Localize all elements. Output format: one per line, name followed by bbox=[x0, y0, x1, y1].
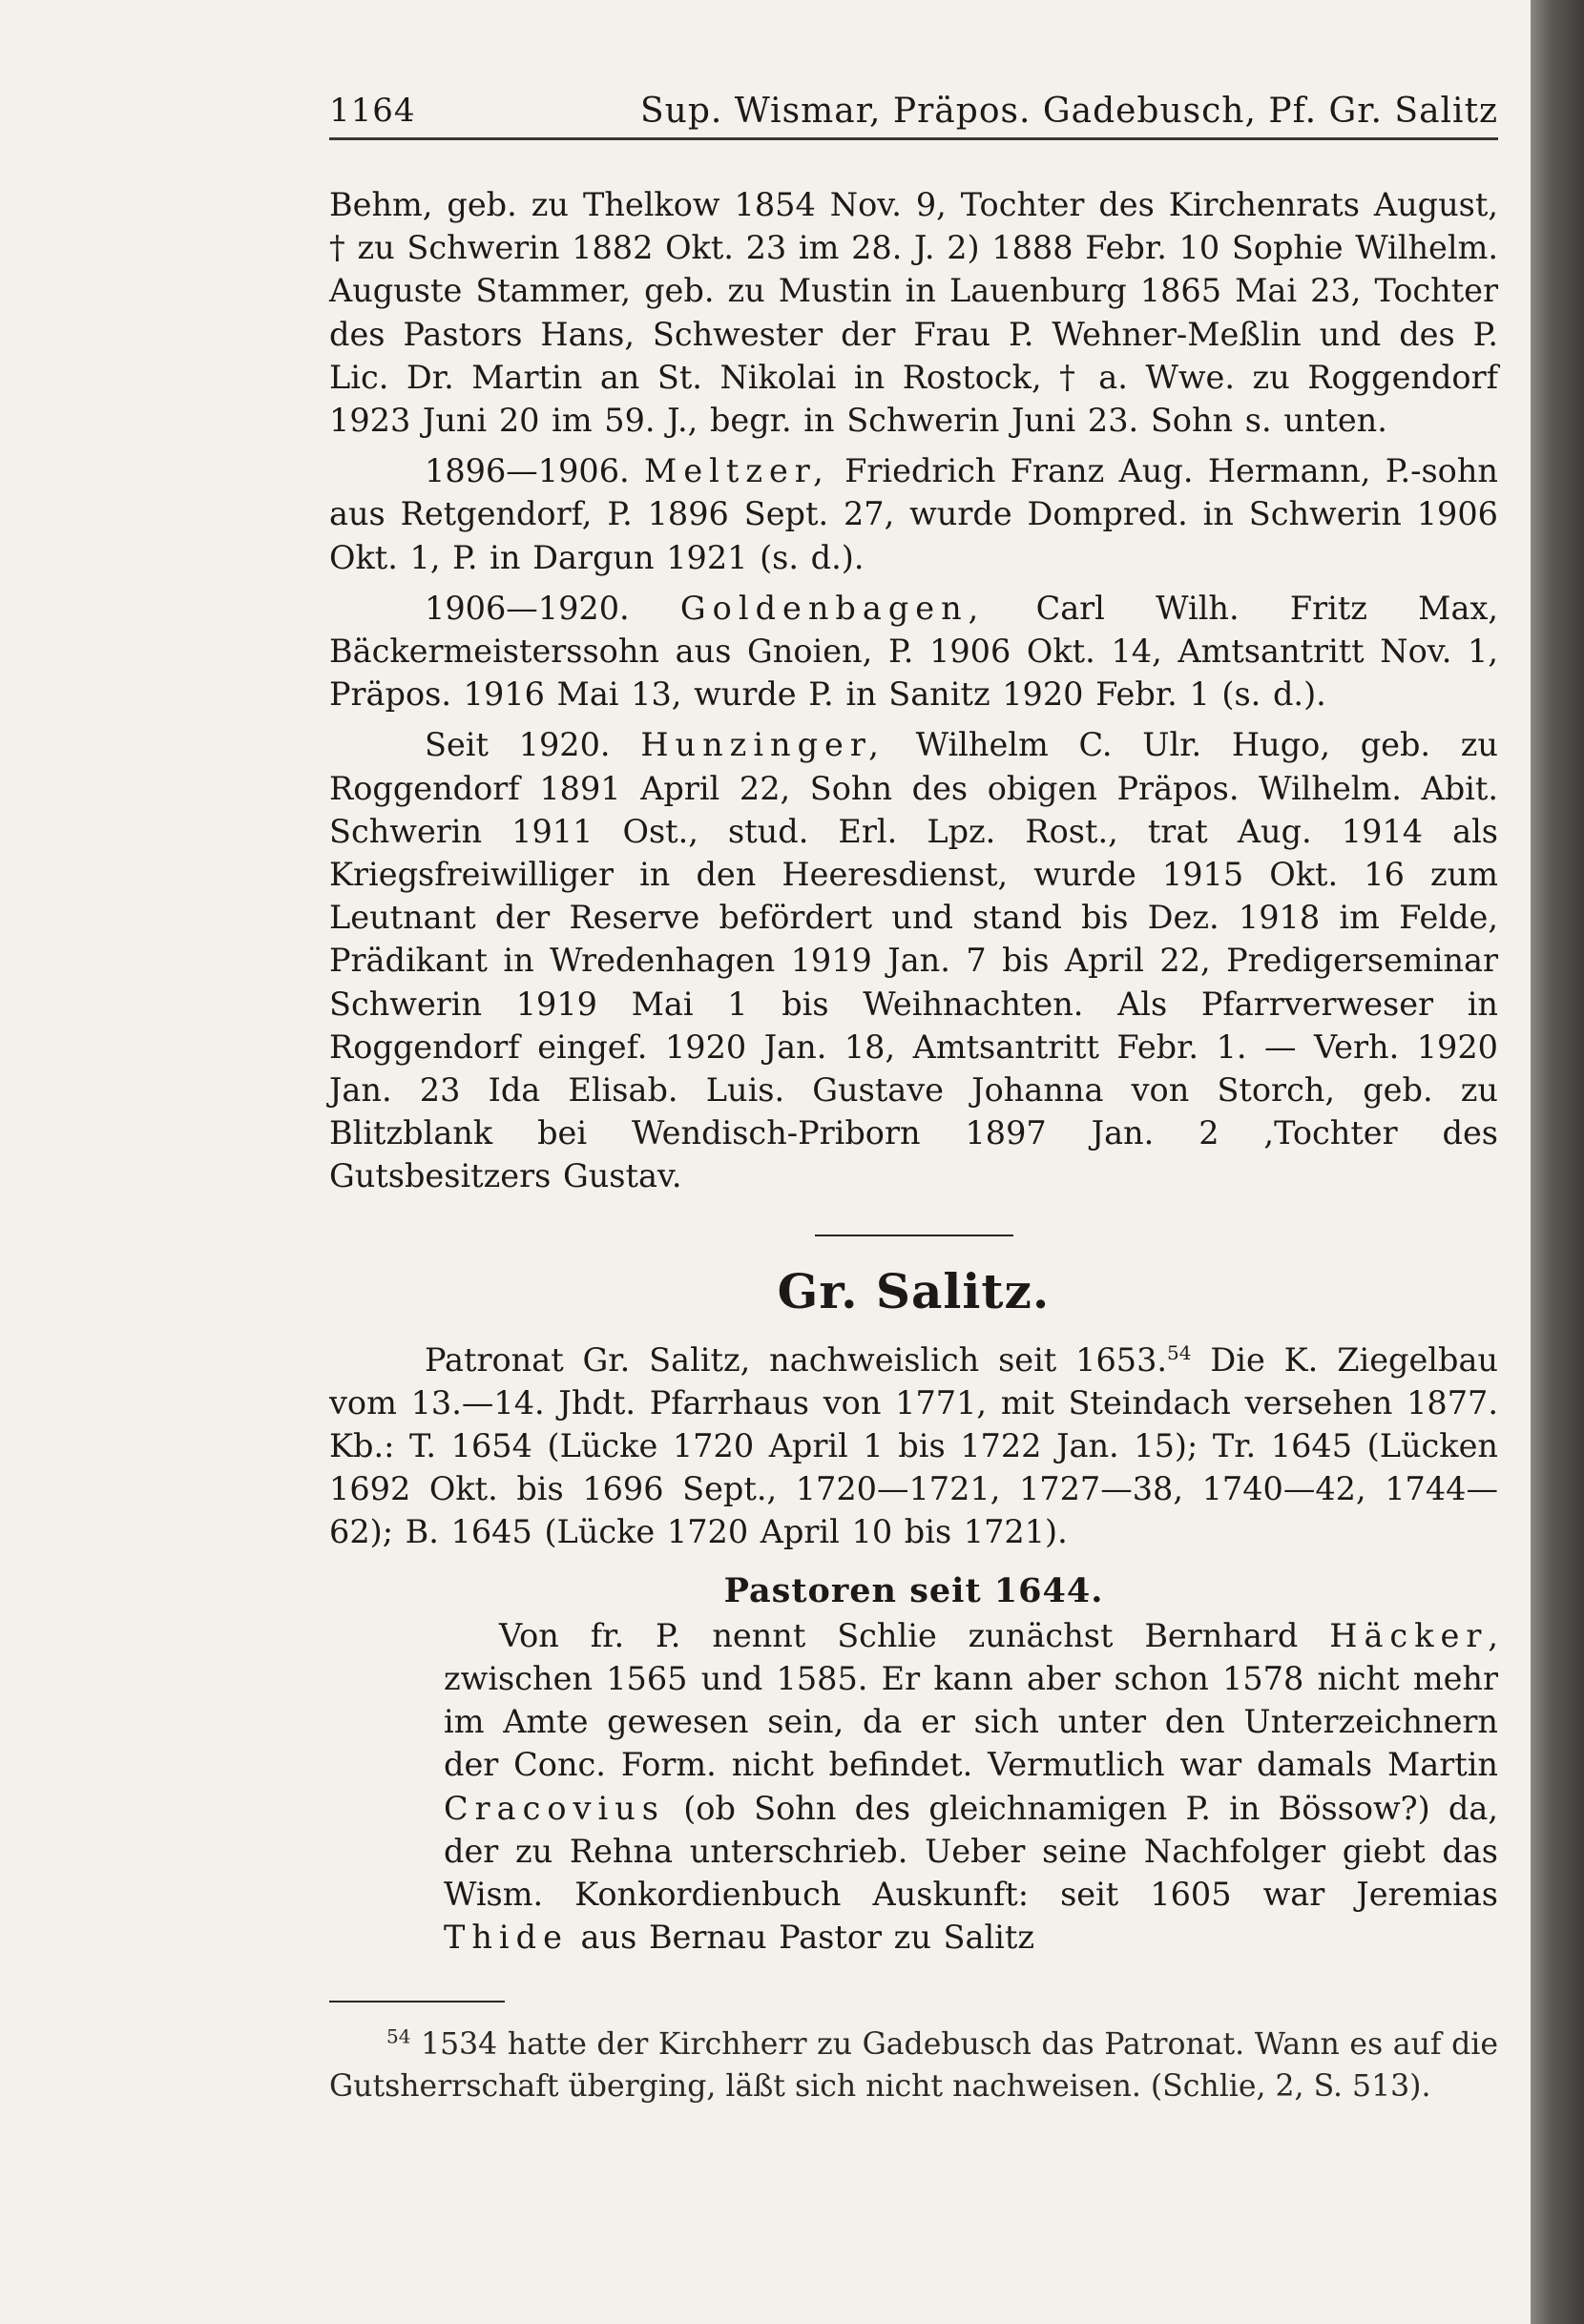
pastoren-block bbox=[444, 1614, 1498, 1960]
footnote-text: 1534 hatte der Kirchherr zu Gadebusch das Patronat. Wann es auf die Gutsherrschaft überging, läßt sich nicht nachweisen. (Schlie, 2, S. 513). bbox=[329, 2027, 1498, 2105]
patronat-text: Patronat Gr. Salitz, nachweislich seit 1653. bbox=[425, 1340, 1168, 1379]
patronat-rest: Die K. Ziegelbau vom 13.—14. Jhdt. Pfarrhaus von 1771, mit Steindach versehen 1877. Kb.: T. 1654 (Lücke 1720 April 1 bis 1722 Jan. 15); Tr. 1645 (Lücken 1692 Okt. bis 1696 Sept., 1720—1721, 1727—38, 1740—42, 1744—62); B. 1645 (Lücke 1720 April 10 bis 1721). bbox=[329, 1340, 1498, 1551]
entry-name: Goldenbagen, bbox=[679, 589, 986, 627]
continued-paragraph: Behm, geb. zu Thelkow 1854 Nov. 9, Tochter des Kirchenrats August, † zu Schwerin 1882 Okt. 23 im 28. J. 2) 1888 Febr. 10 Sophie Wilhelm. Auguste Stammer, geb. zu Mustin in Lauenburg 1865 Mai 23, Tochter des Pastors Hans, Schwester der Frau P. Wehner-Meßlin und des P. Lic. Dr. Martin an St. Nikolai in Rostock, † a. Wwe. zu Roggendorf 1923 Juni 20 im 59. J., begr. in Schwerin Juni 23. Sohn s. unten. bbox=[329, 186, 1498, 440]
footnote-reference: 54 bbox=[1167, 1340, 1192, 1364]
section-title: Gr. Salitz. bbox=[777, 1262, 1051, 1319]
pastor-name: Cracovius bbox=[444, 1789, 665, 1827]
pastoren-text: aus Bernau Pastor zu Salitz bbox=[568, 1919, 1035, 1957]
entry-text: Carl Wilh. Fritz Max, Bäckermeisterssohn aus Gnoien, P. 1906 Okt. 14, Amtsantritt Nov. 1, Präpos. 1916 Mai 13, wurde P. in Sanitz 1920 Febr. 1 (s. d.). bbox=[329, 589, 1499, 714]
entry-text: Friedrich Franz Aug. Hermann, P.-sohn aus Retgendorf, P. 1896 Sept. 27, wurde Dompred. in Schwerin 1906 Okt. 1, P. in Dargun 1921 (s. d.). bbox=[329, 452, 1498, 576]
pastoren-subtitle: Pastoren seit 1644. bbox=[723, 1570, 1104, 1610]
footnote-marker: 54 bbox=[386, 2024, 411, 2048]
entry-period: 1896—1906. bbox=[425, 452, 630, 490]
pastor-entry-hunzinger bbox=[329, 723, 1498, 1197]
pastor-name: Thide bbox=[444, 1919, 569, 1957]
running-head: Sup. Wismar, Präpos. Gadebusch, Pf. Gr. Salitz bbox=[640, 92, 1498, 131]
pastor-entry-meltzer bbox=[329, 449, 1498, 579]
entry-text: Wilhelm C. Ulr. Hugo, geb. zu Roggendorf 1891 April 22, Sohn des obigen Präpos. Wilhelm. Abit. Schwerin 1911 Ost., stud. Erl. Lpz. Rost., trat Aug. 1914 als Kriegsfreiwilliger in den Heeresdienst, wurde 1915 Okt. 16 zum Leutnant der Reserve befördert und stand bis Dez. 1918 im Felde, Prädikant in Wredenhagen 1919 Jan. 7 bis April 22, Predigerseminar Schwerin 1919 Mai 1 bis Weihnachten. Als Pfarrverweser in Roggendorf eingef. 1920 Jan. 18, Amtsantritt Febr. 1. — Verh. 1920 Jan. 23 Ida Elisab. Luis. Gustave Johanna von Storch, geb. zu Blitzblank bei Wendisch-Priborn 1897 Jan. 2 ,Tochter des Gutsbesitzers Gustav. bbox=[329, 726, 1498, 1195]
footnote bbox=[329, 2023, 1498, 2107]
pastoren-text: Von fr. P. nennt Schlie zunächst Bernhard bbox=[499, 1616, 1330, 1654]
patronat-paragraph bbox=[329, 1338, 1498, 1554]
entry-name: Meltzer, bbox=[644, 452, 830, 490]
pastoren-paragraph bbox=[444, 1614, 1498, 1960]
entry-name: Hunzinger, bbox=[640, 726, 886, 764]
pastor-entry-goldenbagen bbox=[329, 587, 1498, 716]
section-divider bbox=[815, 1235, 1013, 1236]
entry-period: 1906—1920. bbox=[425, 589, 630, 627]
page-number: 1164 bbox=[329, 92, 416, 130]
pastoren-text: (ob Sohn des gleichnamigen P. in Bössow?) da, der zu Rehna unterschrieb. Ueber seine Nachfolger giebt das Wism. Konkordienbuch Auskunft: seit 1605 war Jeremias bbox=[444, 1789, 1498, 1913]
page-body bbox=[329, 183, 1498, 2107]
page-header bbox=[329, 84, 1498, 140]
footnote-divider bbox=[329, 2001, 505, 2002]
page-edge-shadow bbox=[1531, 0, 1584, 2324]
pastor-name: Häcker bbox=[1329, 1616, 1489, 1654]
entry-period: Seit 1920. bbox=[425, 726, 611, 764]
pastoren-text: , zwischen 1565 und 1585. Er kann aber schon 1578 nicht mehr im Amte gewesen sein, da er sich unter den Unterzeichnern der Conc. Form. nicht befindet. Vermutlich war damals Martin bbox=[444, 1616, 1498, 1784]
